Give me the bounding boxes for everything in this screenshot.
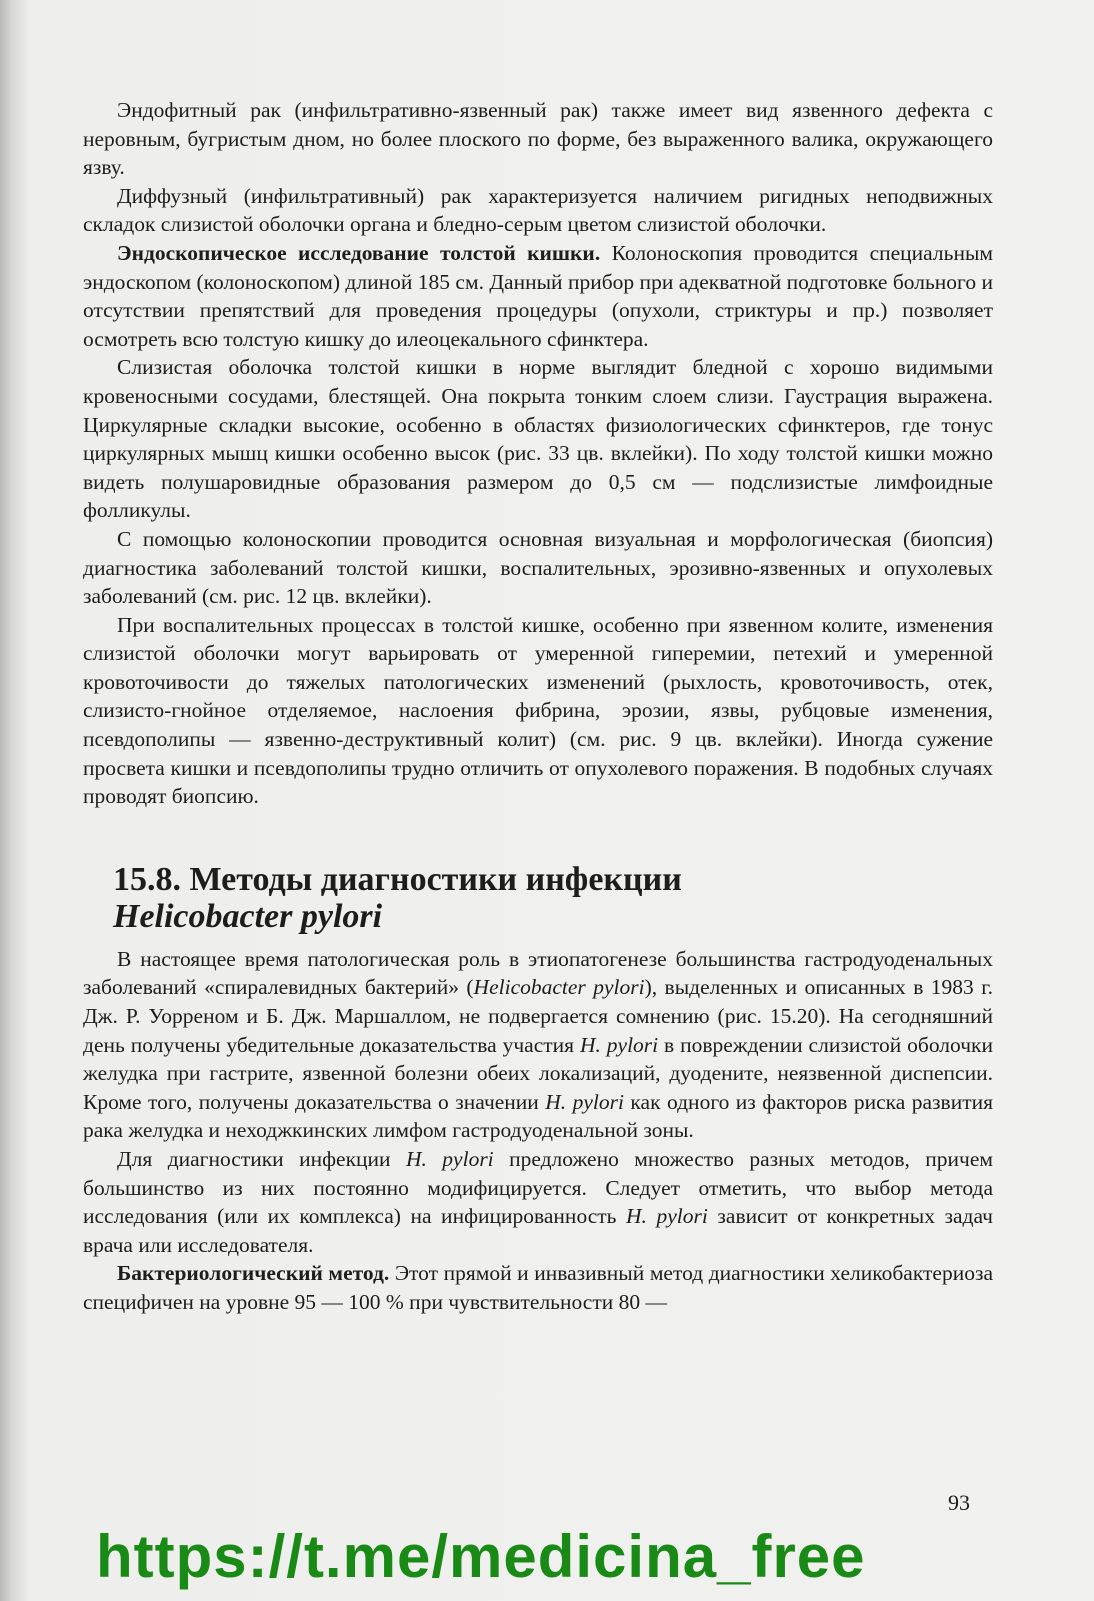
paragraph-text: Этот прямой и инвазивный метод диагностики хеликобактериоза специфичен на уровне 95 — 100 % при чувствительности 80 — [83, 1261, 993, 1314]
italic-run: Helicobacter pylori [473, 975, 645, 1000]
paragraph-inflammation [83, 611, 993, 811]
text-run: предложено множество разных методов, причем большинство из них постоянно модифицируется. Следует отметить, что выбор метода исследования (или их комплекса) на инфицированность [83, 1147, 993, 1229]
paragraph-colonoscopy-diagnostics [83, 525, 993, 611]
page-number: 93 [948, 1490, 970, 1515]
paragraph-colonoscopy [83, 239, 993, 353]
text-run: как одного из факторов риска развития рака желудка и неходжкинских лимфом гастродуоденальной зоны. [83, 1089, 993, 1143]
section-heading-line2: Helicobacter pylori [113, 897, 383, 935]
paragraph-pylori-methods [83, 1145, 993, 1259]
section-heading-line1: 15.8. Методы диагностики инфекции [113, 860, 682, 898]
paragraph-text: Слизистая оболочка толстой кишки в норме выглядит бледной с хорошо видимыми кровеносными сосудами, блестящей. Она покрыта тонким слоем слизи. Гаустрация выражена. Циркулярные складки высокие, особенно в областях физиологических сфинктеров, где тонус циркулярных мышц кишки особенно высок (рис. 33 цв. вклейки). По ходу толстой кишки можно видеть полушаровидные образования размером до 0,5 см — подслизистые лимфоидные фолликулы. [83, 355, 993, 523]
italic-run: H. pylori [405, 1147, 494, 1171]
paragraph-text: С помощью колоноскопии проводится основная визуальная и морфологическая (биопсия) диагностика заболеваний толстой кишки, воспалительных, эрозивно-язвенных и опухолевых заболеваний (см. рис. 12 цв. вклейки). [83, 526, 993, 609]
section-heading [113, 861, 993, 935]
text-run: В настоящее время патологическая роль в этиопатогенезе большинства гастродуоденальных заболеваний «спиралевидных бактерий» ( [83, 946, 993, 1000]
watermark-link: https://t.me/medicina_free [96, 1523, 866, 1590]
paragraph-lead: Эндоскопическое исследование толстой кишки. [117, 240, 601, 265]
text-column [83, 96, 993, 1317]
paragraph-lead: Бактериологический метод. [117, 1261, 390, 1286]
paragraph-bacteriological-method [83, 1259, 993, 1316]
text-run: зависит от конкретных задач врача или исследователя. [83, 1204, 993, 1257]
text-run: Для диагностики инфекции [117, 1147, 406, 1171]
paragraph-text: Эндофитный рак (инфильтративно-язвенный рак) также имеет вид язвенного дефекта с неровным, бугристым дном, но более плоского по форме, без выраженного валика, окружающего язву. [83, 98, 993, 180]
paragraph-mucosa-normal [83, 353, 993, 525]
italic-run: H. pylori [626, 1204, 708, 1229]
paragraph-endophytic-cancer [83, 96, 993, 182]
text-run: ), выделенных и описанных в 1983 г. Дж. Р. Уорреном и Б. Дж. Маршаллом, не подвергается сомнению (рис. 15.20). На сегодняшний день получены убедительные доказательства участия [83, 975, 993, 1057]
paragraph-diffuse-cancer [83, 182, 993, 239]
text-run: в повреждении слизистой оболочки желудка при гастрите, язвенной болезни обеих локализаций, дуодените, неязвенной диспепсии. Кроме того, получены доказательства о значении [83, 1032, 993, 1114]
italic-run: H. pylori [579, 1032, 659, 1057]
paragraph-text: При воспалительных процессах в толстой кишке, особенно при язвенном колите, изменения слизистой оболочки могут варьировать от умеренной гиперемии, петехий и умеренной кровоточивости до тяжелых патологических изменений (рыхлость, кровоточивость, отек, слизисто-гнойное отделяемое, наслоения фибрина, эрозии, язвы, рубцовые изменения, псевдополипы — язвенно-деструктивный колит) (см. рис. 9 цв. вклейки). Иногда сужение просвета кишки и псевдополипы трудно отличить от опухолевого поражения. В подобных случаях проводят биопсию. [83, 612, 993, 809]
paragraph-text: Диффузный (инфильтративный) рак характеризуется наличием ригидных неподвижных складок слизистой оболочки органа и бледно-серым цветом слизистой оболочки. [83, 183, 993, 237]
paragraph-pylori-role [83, 945, 993, 1145]
italic-run: H. pylori [545, 1089, 624, 1114]
paragraph-text: Колоноскопия проводится специальным эндоскопом (колоноскопом) длиной 185 см. Данный прибор при адекватной подготовке больного и отсутствии препятствий для проведения процедуры (опухоли, стриктуры и пр.) позволяет осмотреть всю толстую кишку до илеоцекального сфинктера. [83, 240, 994, 351]
